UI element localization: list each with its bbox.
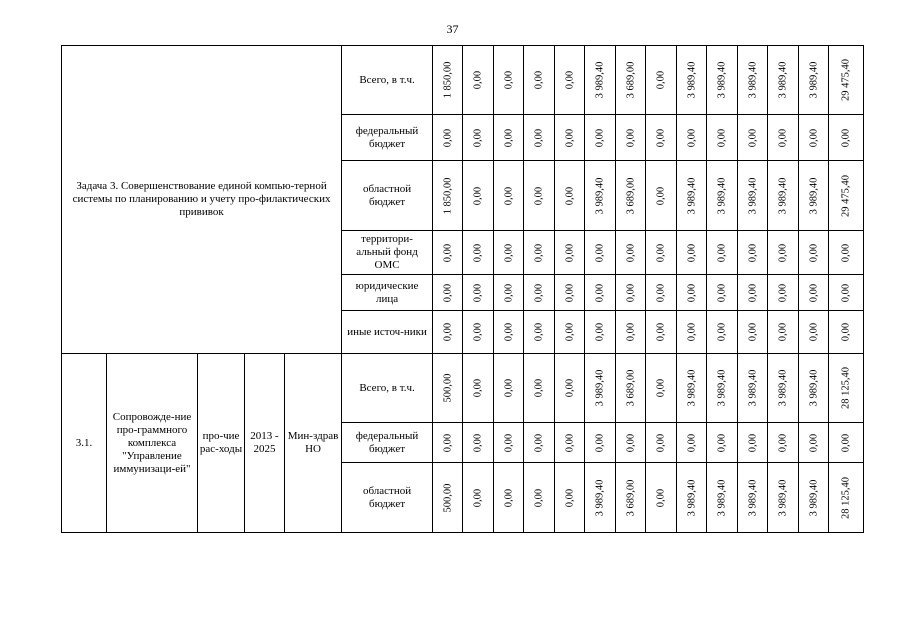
value-text: 0,00 bbox=[808, 128, 820, 147]
value-cell bbox=[768, 115, 799, 161]
value-text: 0,00 bbox=[564, 488, 576, 507]
measure-name: Сопровожде-ние про-граммного комплекса "Управление иммунизаци-ей" bbox=[107, 354, 198, 533]
value-cell bbox=[707, 115, 738, 161]
value-cell bbox=[585, 354, 616, 423]
value-cell bbox=[829, 275, 864, 311]
value-text: 0,00 bbox=[503, 186, 515, 205]
budget-table bbox=[61, 45, 864, 533]
value-text: 3 989,40 bbox=[686, 61, 698, 99]
value-cell bbox=[677, 354, 707, 423]
value-cell bbox=[646, 275, 677, 311]
value-cell bbox=[768, 423, 799, 463]
value-text: 28 125,40 bbox=[840, 367, 852, 409]
value-cell bbox=[646, 311, 677, 354]
funding-source: областной бюджет bbox=[342, 463, 433, 533]
table-body bbox=[62, 46, 864, 533]
value-cell bbox=[738, 463, 768, 533]
value-cell bbox=[494, 115, 524, 161]
value-text: 0,00 bbox=[564, 433, 576, 452]
value-text: 3 989,40 bbox=[777, 369, 789, 407]
value-cell bbox=[524, 463, 555, 533]
value-text: 3 989,40 bbox=[686, 479, 698, 516]
value-cell bbox=[616, 161, 646, 231]
period: 2013 - 2025 bbox=[245, 354, 285, 533]
value-cell bbox=[463, 275, 494, 311]
value-text: 0,00 bbox=[503, 283, 515, 302]
value-text: 0,00 bbox=[686, 243, 698, 262]
value-text: 0,00 bbox=[808, 283, 820, 302]
value-text: 3 989,40 bbox=[716, 479, 728, 516]
value-cell bbox=[799, 311, 829, 354]
value-cell bbox=[707, 354, 738, 423]
value-cell bbox=[738, 115, 768, 161]
value-text: 0,00 bbox=[840, 283, 852, 302]
value-cell bbox=[494, 311, 524, 354]
value-text: 0,00 bbox=[625, 283, 637, 302]
task-title: Задача 3. Совершенствование единой компью-терной системы по планированию и учету про-филактических прививок bbox=[62, 46, 342, 354]
value-cell bbox=[433, 161, 463, 231]
value-text: 29 475,40 bbox=[840, 174, 852, 217]
value-cell bbox=[555, 423, 585, 463]
value-cell bbox=[555, 115, 585, 161]
value-text: 3 989,40 bbox=[777, 61, 789, 99]
value-text: 0,00 bbox=[503, 243, 515, 262]
value-text: 3 989,40 bbox=[808, 369, 820, 407]
page-number: 37 bbox=[446, 22, 459, 36]
value-cell bbox=[738, 354, 768, 423]
table-row bbox=[62, 354, 864, 423]
value-cell bbox=[585, 311, 616, 354]
value-text: 0,00 bbox=[442, 433, 454, 452]
value-text: 0,00 bbox=[564, 378, 576, 398]
value-text: 0,00 bbox=[686, 433, 698, 452]
value-cell bbox=[524, 311, 555, 354]
value-cell bbox=[555, 161, 585, 231]
value-text: 3 989,40 bbox=[716, 177, 728, 214]
value-text: 0,00 bbox=[716, 243, 728, 262]
value-text: 0,00 bbox=[533, 322, 545, 342]
value-cell bbox=[585, 115, 616, 161]
value-text: 0,00 bbox=[840, 243, 852, 262]
value-cell bbox=[555, 354, 585, 423]
value-text: 0,00 bbox=[655, 433, 667, 452]
value-text: 500,00 bbox=[442, 373, 454, 403]
value-cell bbox=[524, 423, 555, 463]
value-cell bbox=[494, 463, 524, 533]
value-cell bbox=[646, 463, 677, 533]
value-text: 0,00 bbox=[594, 283, 606, 302]
value-text: 500,00 bbox=[442, 483, 454, 512]
value-cell bbox=[616, 275, 646, 311]
value-cell bbox=[738, 275, 768, 311]
value-cell bbox=[433, 46, 463, 115]
value-text: 0,00 bbox=[472, 322, 484, 342]
value-cell bbox=[646, 161, 677, 231]
funding-source: федеральный бюджет bbox=[342, 423, 433, 463]
value-text: 3 989,40 bbox=[716, 61, 728, 99]
value-text: 0,00 bbox=[655, 128, 667, 147]
value-text: 0,00 bbox=[442, 128, 454, 147]
value-cell bbox=[463, 115, 494, 161]
value-cell bbox=[463, 311, 494, 354]
value-cell bbox=[799, 463, 829, 533]
value-cell bbox=[646, 354, 677, 423]
value-text: 0,00 bbox=[808, 322, 820, 342]
value-text: 0,00 bbox=[655, 283, 667, 302]
value-cell bbox=[707, 275, 738, 311]
value-cell bbox=[677, 463, 707, 533]
value-cell bbox=[799, 115, 829, 161]
value-text: 0,00 bbox=[686, 128, 698, 147]
value-text: 3 989,40 bbox=[716, 369, 728, 407]
value-cell bbox=[433, 115, 463, 161]
value-cell bbox=[707, 311, 738, 354]
value-text: 0,00 bbox=[442, 322, 454, 342]
value-cell bbox=[646, 231, 677, 275]
value-cell bbox=[524, 275, 555, 311]
value-text: 3 689,00 bbox=[625, 61, 637, 99]
value-text: 0,00 bbox=[655, 243, 667, 262]
value-cell bbox=[463, 423, 494, 463]
value-cell bbox=[799, 354, 829, 423]
value-text: 0,00 bbox=[777, 243, 789, 262]
value-text: 3 989,40 bbox=[747, 177, 759, 214]
value-cell bbox=[799, 275, 829, 311]
value-text: 0,00 bbox=[840, 433, 852, 452]
value-cell bbox=[707, 161, 738, 231]
value-cell bbox=[433, 311, 463, 354]
value-text: 3 989,40 bbox=[594, 479, 606, 516]
value-cell bbox=[463, 46, 494, 115]
value-cell bbox=[555, 311, 585, 354]
value-text: 0,00 bbox=[503, 128, 515, 147]
value-text: 0,00 bbox=[533, 283, 545, 302]
value-cell bbox=[585, 275, 616, 311]
funding-source: Всего, в т.ч. bbox=[342, 46, 433, 115]
value-cell bbox=[494, 46, 524, 115]
value-text: 0,00 bbox=[472, 128, 484, 147]
value-cell bbox=[433, 354, 463, 423]
value-text: 0,00 bbox=[594, 433, 606, 452]
value-text: 0,00 bbox=[533, 243, 545, 262]
value-cell bbox=[829, 311, 864, 354]
value-text: 0,00 bbox=[747, 322, 759, 342]
value-text: 0,00 bbox=[533, 488, 545, 507]
value-cell bbox=[494, 354, 524, 423]
value-text: 0,00 bbox=[840, 128, 852, 147]
value-cell bbox=[616, 231, 646, 275]
value-cell bbox=[768, 463, 799, 533]
expense-type: про-чие рас-ходы bbox=[198, 354, 245, 533]
value-text: 3 989,40 bbox=[594, 61, 606, 99]
funding-source: юридические лица bbox=[342, 275, 433, 311]
value-text: 0,00 bbox=[594, 322, 606, 342]
value-cell bbox=[616, 354, 646, 423]
value-cell bbox=[677, 231, 707, 275]
value-cell bbox=[829, 231, 864, 275]
value-cell bbox=[646, 46, 677, 115]
value-text: 0,00 bbox=[808, 243, 820, 262]
value-cell bbox=[494, 275, 524, 311]
value-text: 0,00 bbox=[655, 488, 667, 507]
value-text: 0,00 bbox=[472, 70, 484, 90]
value-text: 0,00 bbox=[533, 433, 545, 452]
value-cell bbox=[494, 161, 524, 231]
funding-source: областной бюджет bbox=[342, 161, 433, 231]
value-cell bbox=[799, 423, 829, 463]
table-row bbox=[62, 46, 864, 115]
value-text: 3 989,40 bbox=[777, 177, 789, 214]
value-cell bbox=[738, 423, 768, 463]
value-text: 1 850,00 bbox=[442, 177, 454, 214]
value-cell bbox=[738, 311, 768, 354]
value-text: 0,00 bbox=[655, 186, 667, 205]
value-text: 0,00 bbox=[625, 243, 637, 262]
value-cell bbox=[707, 423, 738, 463]
value-text: 0,00 bbox=[564, 128, 576, 147]
value-text: 0,00 bbox=[840, 322, 852, 342]
value-cell bbox=[738, 231, 768, 275]
value-cell bbox=[768, 46, 799, 115]
value-text: 0,00 bbox=[564, 70, 576, 90]
value-cell bbox=[677, 46, 707, 115]
value-cell bbox=[433, 275, 463, 311]
value-cell bbox=[707, 231, 738, 275]
value-cell bbox=[707, 46, 738, 115]
value-cell bbox=[463, 354, 494, 423]
value-text: 3 989,40 bbox=[594, 177, 606, 214]
value-cell bbox=[677, 275, 707, 311]
value-text: 3 989,40 bbox=[808, 479, 820, 516]
value-cell bbox=[524, 354, 555, 423]
value-cell bbox=[524, 231, 555, 275]
value-text: 0,00 bbox=[472, 186, 484, 205]
value-cell bbox=[433, 423, 463, 463]
value-text: 0,00 bbox=[686, 283, 698, 302]
value-cell bbox=[829, 463, 864, 533]
value-text: 3 989,40 bbox=[777, 479, 789, 516]
value-text: 0,00 bbox=[625, 322, 637, 342]
value-cell bbox=[829, 46, 864, 115]
value-text: 3 689,00 bbox=[625, 369, 637, 407]
value-text: 0,00 bbox=[655, 322, 667, 342]
value-cell bbox=[555, 275, 585, 311]
measure-number: 3.1. bbox=[62, 354, 107, 533]
funding-source: федеральный бюджет bbox=[342, 115, 433, 161]
value-cell bbox=[463, 161, 494, 231]
value-text: 3 989,40 bbox=[747, 61, 759, 99]
value-cell bbox=[768, 354, 799, 423]
value-cell bbox=[768, 161, 799, 231]
value-text: 0,00 bbox=[625, 433, 637, 452]
value-text: 0,00 bbox=[564, 322, 576, 342]
value-text: 0,00 bbox=[594, 243, 606, 262]
value-cell bbox=[738, 46, 768, 115]
value-cell bbox=[768, 231, 799, 275]
value-cell bbox=[585, 463, 616, 533]
value-cell bbox=[768, 275, 799, 311]
value-text: 3 989,40 bbox=[686, 369, 698, 407]
value-cell bbox=[616, 46, 646, 115]
value-cell bbox=[799, 46, 829, 115]
value-text: 3 989,40 bbox=[594, 369, 606, 407]
value-text: 0,00 bbox=[594, 128, 606, 147]
value-text: 3 989,40 bbox=[808, 61, 820, 99]
value-text: 0,00 bbox=[472, 378, 484, 398]
value-cell bbox=[799, 161, 829, 231]
value-text: 1 850,00 bbox=[442, 61, 454, 99]
value-cell bbox=[677, 423, 707, 463]
value-text: 0,00 bbox=[686, 322, 698, 342]
value-cell bbox=[738, 161, 768, 231]
value-text: 0,00 bbox=[533, 378, 545, 398]
value-cell bbox=[463, 231, 494, 275]
value-cell bbox=[707, 463, 738, 533]
value-text: 3 989,40 bbox=[686, 177, 698, 214]
value-cell bbox=[585, 231, 616, 275]
value-cell bbox=[524, 115, 555, 161]
value-cell bbox=[616, 463, 646, 533]
value-text: 0,00 bbox=[472, 283, 484, 302]
value-text: 0,00 bbox=[533, 70, 545, 90]
value-cell bbox=[768, 311, 799, 354]
value-text: 0,00 bbox=[564, 243, 576, 262]
value-cell bbox=[616, 311, 646, 354]
value-text: 0,00 bbox=[655, 378, 667, 398]
value-text: 0,00 bbox=[777, 283, 789, 302]
value-text: 0,00 bbox=[472, 433, 484, 452]
value-text: 0,00 bbox=[533, 128, 545, 147]
value-text: 0,00 bbox=[716, 128, 728, 147]
value-text: 0,00 bbox=[503, 433, 515, 452]
value-text: 3 689,00 bbox=[625, 479, 637, 516]
value-cell bbox=[555, 463, 585, 533]
value-text: 0,00 bbox=[564, 186, 576, 205]
value-cell bbox=[829, 423, 864, 463]
value-cell bbox=[463, 463, 494, 533]
value-text: 0,00 bbox=[655, 70, 667, 90]
value-cell bbox=[585, 161, 616, 231]
value-cell bbox=[524, 46, 555, 115]
value-text: 0,00 bbox=[747, 433, 759, 452]
executor: Мин-здрав НО bbox=[285, 354, 342, 533]
value-cell bbox=[616, 423, 646, 463]
value-text: 0,00 bbox=[472, 243, 484, 262]
value-text: 0,00 bbox=[747, 243, 759, 262]
value-text: 3 989,40 bbox=[747, 479, 759, 516]
value-cell bbox=[555, 231, 585, 275]
value-text: 0,00 bbox=[777, 433, 789, 452]
value-text: 29 475,40 bbox=[840, 59, 852, 101]
value-text: 0,00 bbox=[503, 378, 515, 398]
value-cell bbox=[494, 423, 524, 463]
value-text: 0,00 bbox=[716, 322, 728, 342]
value-text: 0,00 bbox=[716, 283, 728, 302]
value-text: 0,00 bbox=[716, 433, 728, 452]
value-text: 0,00 bbox=[777, 128, 789, 147]
value-text: 0,00 bbox=[747, 283, 759, 302]
value-cell bbox=[433, 231, 463, 275]
value-cell bbox=[646, 115, 677, 161]
value-cell bbox=[433, 463, 463, 533]
funding-source: иные источ-ники bbox=[342, 311, 433, 354]
value-text: 3 989,40 bbox=[808, 177, 820, 214]
value-cell bbox=[555, 46, 585, 115]
funding-source: Всего, в т.ч. bbox=[342, 354, 433, 423]
value-text: 0,00 bbox=[533, 186, 545, 205]
value-text: 0,00 bbox=[503, 488, 515, 507]
value-cell bbox=[677, 115, 707, 161]
value-cell bbox=[646, 423, 677, 463]
value-text: 0,00 bbox=[503, 70, 515, 90]
value-cell bbox=[799, 231, 829, 275]
value-cell bbox=[524, 161, 555, 231]
value-text: 0,00 bbox=[808, 433, 820, 452]
value-text: 0,00 bbox=[442, 283, 454, 302]
value-cell bbox=[829, 161, 864, 231]
value-text: 0,00 bbox=[442, 243, 454, 262]
value-cell bbox=[829, 354, 864, 423]
value-text: 0,00 bbox=[777, 322, 789, 342]
value-text: 0,00 bbox=[747, 128, 759, 147]
value-cell bbox=[494, 231, 524, 275]
value-cell bbox=[585, 423, 616, 463]
value-text: 0,00 bbox=[625, 128, 637, 147]
value-text: 0,00 bbox=[564, 283, 576, 302]
value-text: 3 989,40 bbox=[747, 369, 759, 407]
value-text: 3 689,00 bbox=[625, 177, 637, 214]
value-cell bbox=[677, 161, 707, 231]
value-cell bbox=[677, 311, 707, 354]
funding-source: территори-альный фонд ОМС bbox=[342, 231, 433, 275]
value-text: 28 125,40 bbox=[840, 476, 852, 519]
value-cell bbox=[585, 46, 616, 115]
value-text: 0,00 bbox=[503, 322, 515, 342]
value-text: 0,00 bbox=[472, 488, 484, 507]
value-cell bbox=[829, 115, 864, 161]
value-cell bbox=[616, 115, 646, 161]
